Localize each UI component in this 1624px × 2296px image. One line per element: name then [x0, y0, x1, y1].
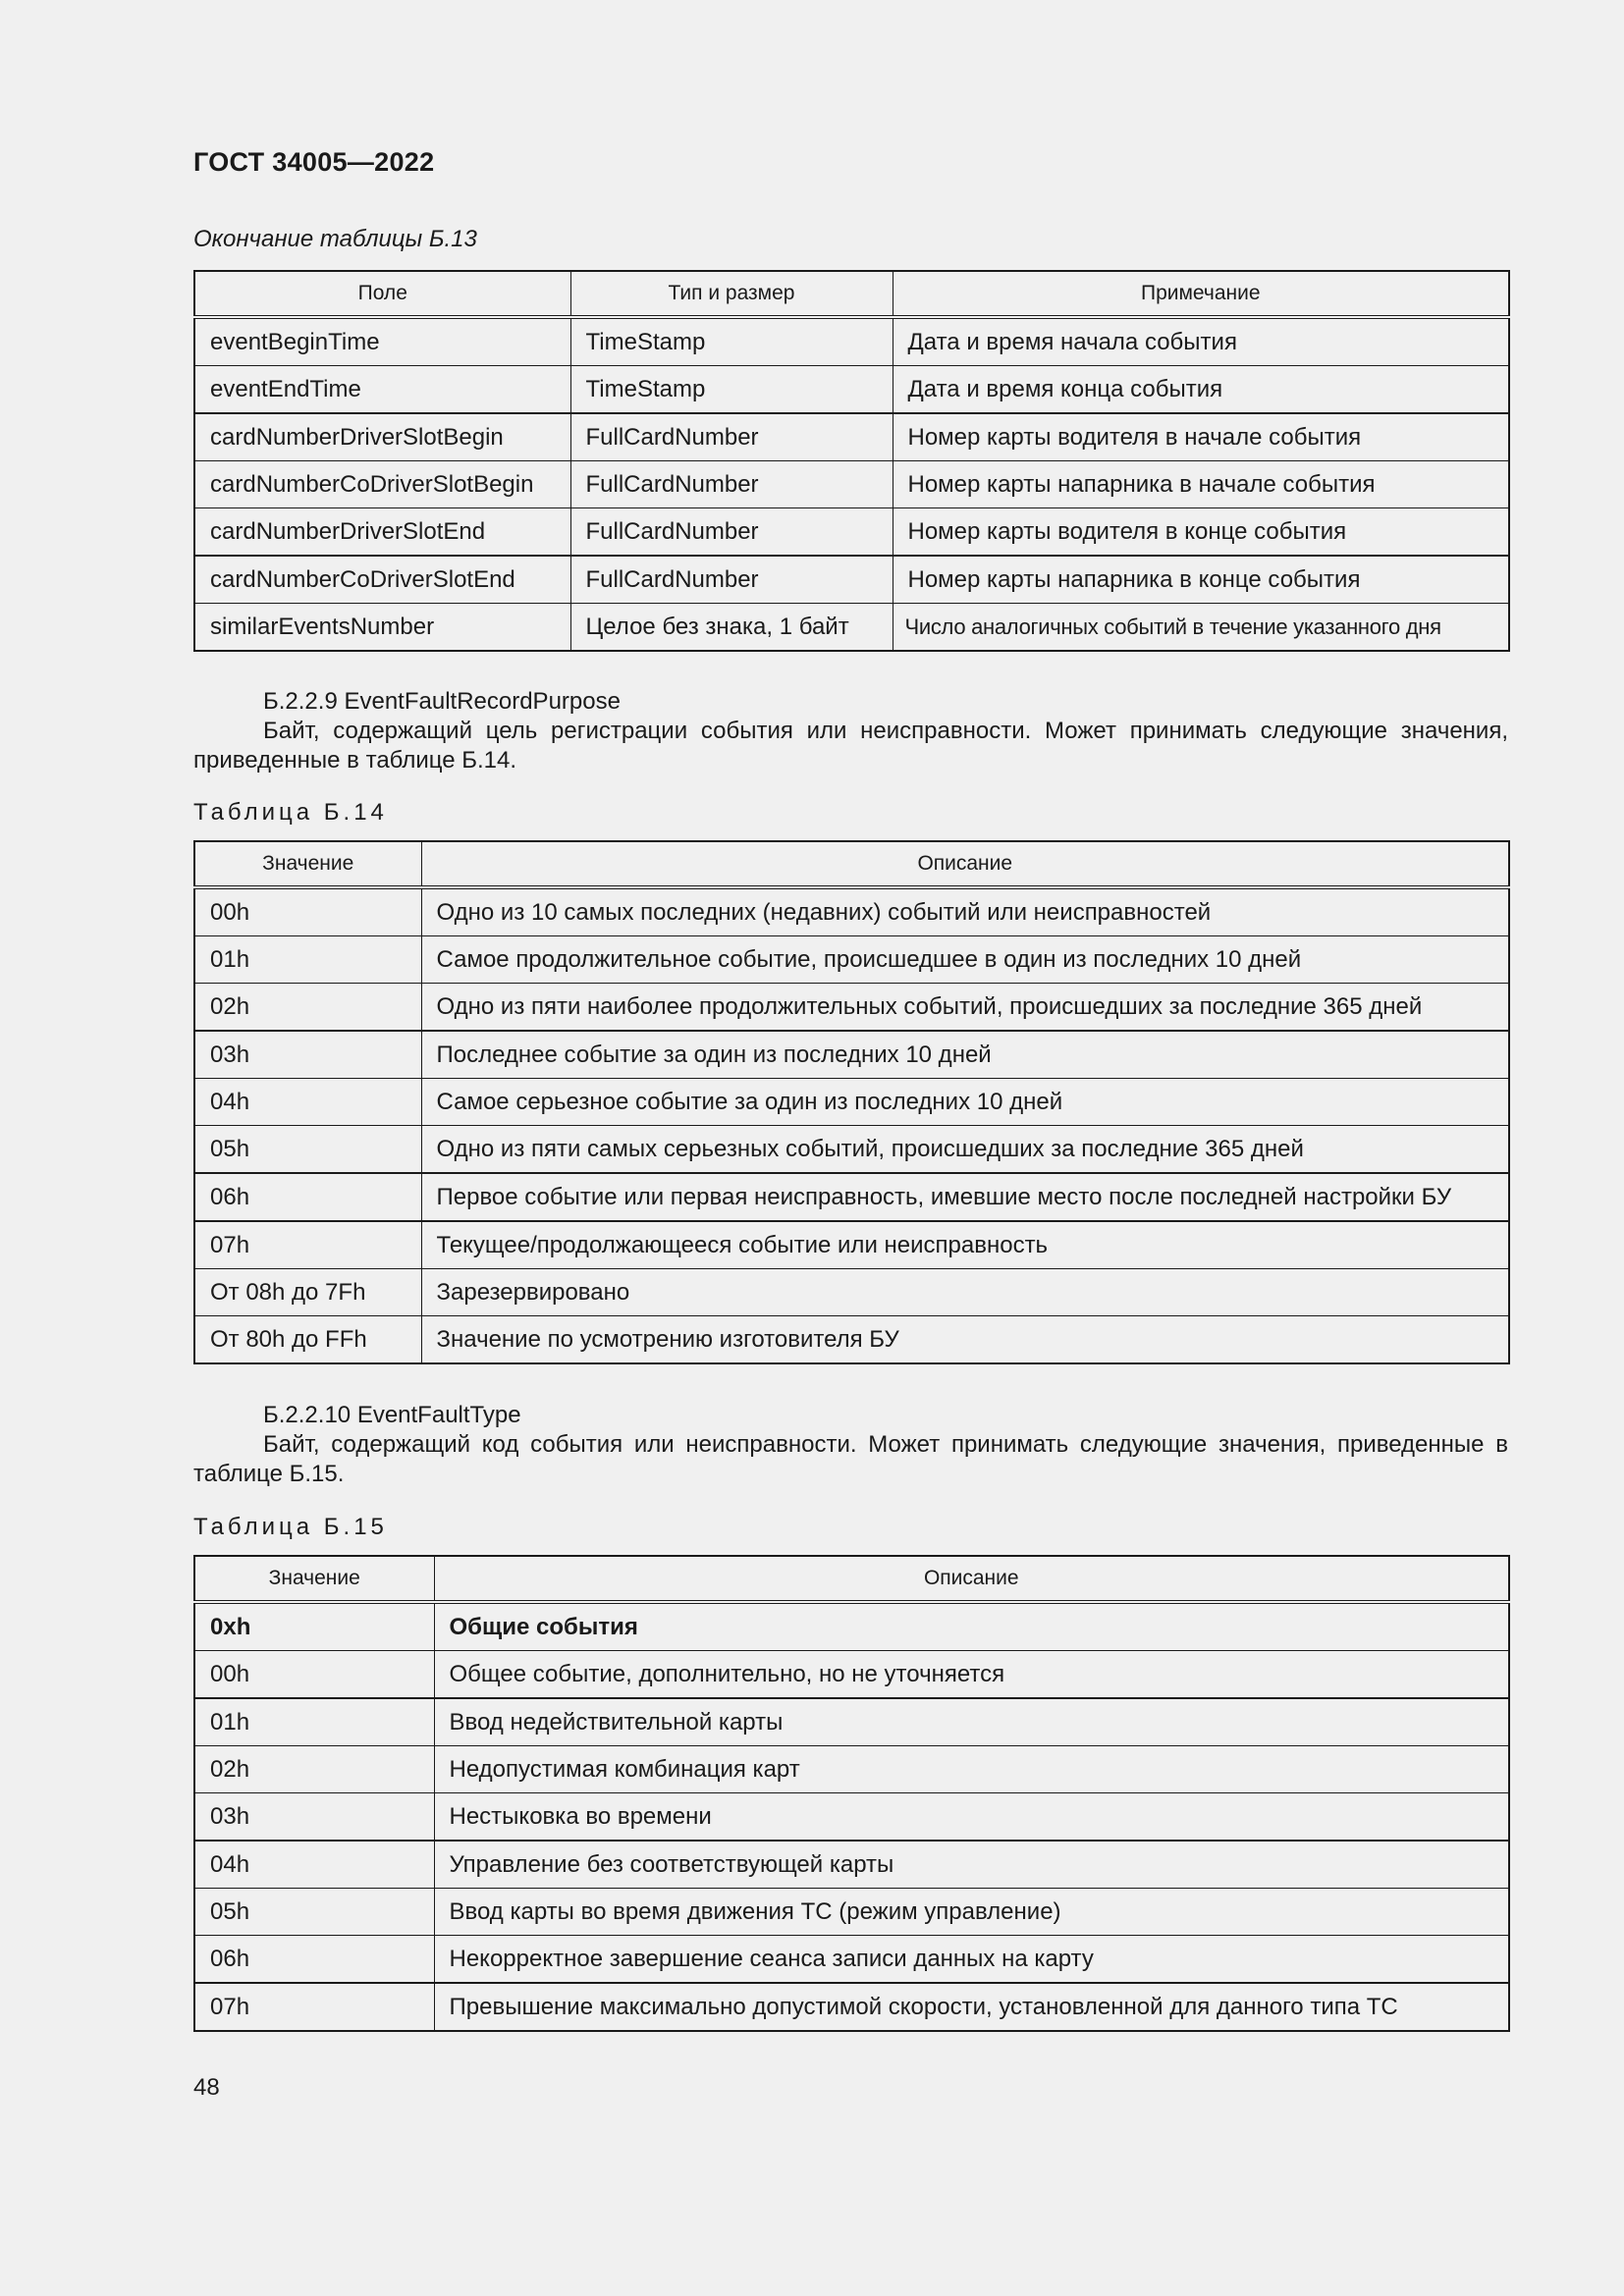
table-row [194, 1316, 1509, 1364]
value-cell: 02h [194, 984, 421, 1032]
description-cell: Зарезервировано [421, 1269, 1509, 1316]
description-cell: Некорректное завершение сеанса записи данных на карту [434, 1936, 1509, 1984]
standard-header: ГОСТ 34005—2022 [193, 147, 435, 177]
value-cell: 05h [194, 1889, 434, 1936]
description-cell: Текущее/продолжающееся событие или неисправность [421, 1221, 1509, 1269]
table-row [194, 1079, 1509, 1126]
table-row [194, 413, 1509, 461]
description-cell: Превышение максимально допустимой скорости, установленной для данного типа ТС [434, 1983, 1509, 2031]
table-row [194, 1983, 1509, 2031]
description-cell: Ввод недействительной карты [434, 1698, 1509, 1746]
description-cell: Общее событие, дополнительно, но не уточняется [434, 1651, 1509, 1699]
field-cell: eventEndTime [194, 366, 570, 414]
type-cell: FullCardNumber [570, 508, 893, 557]
table-row [194, 984, 1509, 1032]
value-cell: 00h [194, 1651, 434, 1699]
value-cell: 07h [194, 1221, 421, 1269]
section-b229 [193, 687, 1508, 775]
column-header: Значение [194, 1556, 434, 1602]
table-b14-caption: Таблица Б.14 [193, 799, 388, 826]
field-cell: similarEventsNumber [194, 604, 570, 652]
field-cell: cardNumberDriverSlotEnd [194, 508, 570, 557]
table-b14 [193, 840, 1510, 1364]
description-cell: Одно из 10 самых последних (недавних) событий или неисправностей [421, 887, 1509, 936]
table-row [194, 1173, 1509, 1221]
table-row [194, 1269, 1509, 1316]
column-header: Примечание [893, 271, 1509, 317]
page-number: 48 [193, 2074, 220, 2101]
table-row [194, 366, 1509, 414]
value-cell: 00h [194, 887, 421, 936]
description-cell: Нестыковка во времени [434, 1793, 1509, 1842]
value-cell: 04h [194, 1841, 434, 1889]
table-row [194, 1126, 1509, 1174]
table-b13 [193, 270, 1510, 652]
note-cell: Номер карты водителя в конце события [893, 508, 1509, 557]
value-cell: 02h [194, 1746, 434, 1793]
type-cell: TimeStamp [570, 317, 893, 366]
table-row [194, 556, 1509, 604]
note-cell: Дата и время конца события [893, 366, 1509, 414]
value-cell: 03h [194, 1031, 421, 1079]
column-header: Описание [434, 1556, 1509, 1602]
value-cell: 04h [194, 1079, 421, 1126]
table-b15 [193, 1555, 1510, 2032]
type-cell: FullCardNumber [570, 556, 893, 604]
description-cell: Ввод карты во время движения ТС (режим управление) [434, 1889, 1509, 1936]
description-cell: Управление без соответствующей карты [434, 1841, 1509, 1889]
note-cell: Номер карты водителя в начале события [893, 413, 1509, 461]
value-cell: От 80h до FFh [194, 1316, 421, 1364]
table-header-row [194, 841, 1509, 887]
section-heading: Б.2.2.10 EventFaultType [263, 1402, 521, 1428]
value-cell: 06h [194, 1173, 421, 1221]
table-row [194, 1841, 1509, 1889]
field-cell: cardNumberCoDriverSlotEnd [194, 556, 570, 604]
table-row [194, 1031, 1509, 1079]
description-cell: Значение по усмотрению изготовителя БУ [421, 1316, 1509, 1364]
column-header: Тип и размер [570, 271, 893, 317]
column-header: Описание [421, 841, 1509, 887]
value-cell: 07h [194, 1983, 434, 2031]
table-header-row [194, 1556, 1509, 1602]
table-row [194, 887, 1509, 936]
column-header: Поле [194, 271, 570, 317]
section-paragraph: Байт, содержащий цель регистрации события или неисправности. Может принимать следующие значения, приведенные в таблице Б.14. [193, 718, 1508, 774]
description-cell: Недопустимая комбинация карт [434, 1746, 1509, 1793]
note-cell: Номер карты напарника в начале события [893, 461, 1509, 508]
description-cell: Самое продолжительное событие, происшедшее в один из последних 10 дней [421, 936, 1509, 984]
value-cell: 03h [194, 1793, 434, 1842]
table-row [194, 1698, 1509, 1746]
description-cell: Одно из пяти самых серьезных событий, происшедших за последние 365 дней [421, 1126, 1509, 1174]
section-heading: Б.2.2.9 EventFaultRecordPurpose [263, 688, 621, 715]
table-header-row [194, 271, 1509, 317]
value-cell: От 08h до 7Fh [194, 1269, 421, 1316]
section-paragraph: Байт, содержащий код события или неисправности. Может принимать следующие значения, приведенные в таблице Б.15. [193, 1431, 1508, 1487]
column-header: Значение [194, 841, 421, 887]
type-cell: FullCardNumber [570, 461, 893, 508]
field-cell: eventBeginTime [194, 317, 570, 366]
table-row [194, 1602, 1509, 1651]
note-cell: Номер карты напарника в конце события [893, 556, 1509, 604]
table-row [194, 1221, 1509, 1269]
table-row [194, 1889, 1509, 1936]
value-cell: 05h [194, 1126, 421, 1174]
table-row [194, 461, 1509, 508]
table-row [194, 508, 1509, 557]
value-cell: 01h [194, 1698, 434, 1746]
type-cell: FullCardNumber [570, 413, 893, 461]
value-cell: 01h [194, 936, 421, 984]
description-cell: Общие события [434, 1602, 1509, 1651]
note-cell: Дата и время начала события [893, 317, 1509, 366]
table-row [194, 604, 1509, 652]
value-cell: 06h [194, 1936, 434, 1984]
table-b13-caption: Окончание таблицы Б.13 [193, 226, 477, 252]
table-row [194, 936, 1509, 984]
field-cell: cardNumberDriverSlotBegin [194, 413, 570, 461]
description-cell: Первое событие или первая неисправность, имевшие место после последней настройки БУ [421, 1173, 1509, 1221]
table-row [194, 1651, 1509, 1699]
description-cell: Самое серьезное событие за один из последних 10 дней [421, 1079, 1509, 1126]
table-row [194, 1793, 1509, 1842]
type-cell: Целое без знака, 1 байт [570, 604, 893, 652]
table-row [194, 1936, 1509, 1984]
description-cell: Последнее событие за один из последних 10 дней [421, 1031, 1509, 1079]
field-cell: cardNumberCoDriverSlotBegin [194, 461, 570, 508]
value-cell: 0xh [194, 1602, 434, 1651]
table-row [194, 317, 1509, 366]
type-cell: TimeStamp [570, 366, 893, 414]
description-cell: Одно из пяти наиболее продолжительных событий, происшедших за последние 365 дней [421, 984, 1509, 1032]
note-cell: Число аналогичных событий в течение указанного дня [893, 604, 1509, 652]
table-b15-caption: Таблица Б.15 [193, 1514, 388, 1540]
table-row [194, 1746, 1509, 1793]
section-b2210 [193, 1401, 1508, 1489]
